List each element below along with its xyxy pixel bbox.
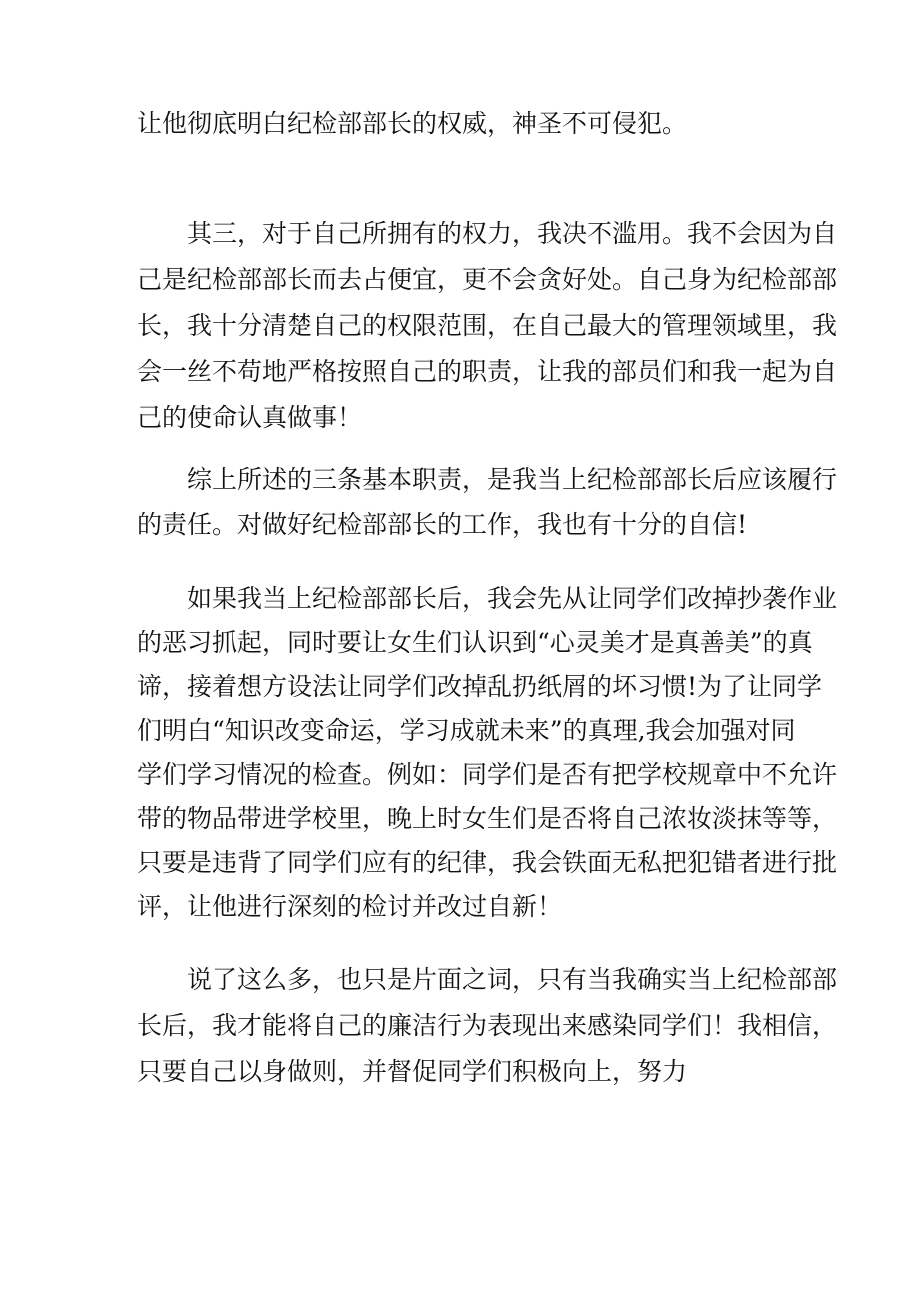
text-line: 其三，对于自己所拥有的权力，我决不滥用。我不会因为自 — [187, 219, 838, 248]
text-line: 让他彻底明白纪检部部长的权威，神圣不可侵犯。 — [137, 109, 688, 138]
text-line: 说了这么多，也只是片面之词，只有当我确实当上纪检部部 — [187, 965, 838, 994]
text-line: 们明白“知识改变命运，学习成就未来”的真理,我会加强对同 — [137, 716, 796, 745]
text-line: 如果我当上纪检部部长后，我会先从让同学们改掉抄袭作业 — [187, 584, 838, 613]
text-line: 的恶习抓起，同时要让女生们认识到“心灵美才是真善美”的真 — [137, 628, 813, 657]
text-line: 带的物品带进学校里，晚上时女生们是否将自己浓妆淡抹等等， — [137, 804, 838, 833]
text-line: 己的使命认真做事！ — [137, 403, 363, 432]
text-line: 长，我十分清楚自己的权限范围，在自己最大的管理领域里，我 — [137, 311, 838, 340]
text-line: 长后，我才能将自己的廉洁行为表现出来感染同学们！我相信， — [137, 1011, 838, 1040]
text-line: 只要自己以身做则，并督促同学们积极向上，努力 — [137, 1057, 688, 1086]
text-line: 评，让他进行深刻的检讨并改过自新！ — [137, 892, 563, 921]
text-line: 会一丝不苟地严格按照自己的职责，让我的部员们和我一起为自 — [137, 357, 838, 386]
text-line: 谛，接着想方设法让同学们改掉乱扔纸屑的坏习惯!为了让同学 — [137, 672, 823, 701]
text-line: 只要是违背了同学们应有的纪律，我会铁面无私把犯错者进行批 — [137, 848, 838, 877]
text-line: 的责任。对做好纪检部部长的工作，我也有十分的自信! — [137, 510, 748, 539]
text-line: 综上所述的三条基本职责，是我当上纪检部部长后应该履行 — [187, 465, 838, 494]
text-line: 己是纪检部部长而去占便宜，更不会贪好处。自己身为纪检部部 — [137, 265, 838, 294]
text-line: 学们学习情况的检查。例如：同学们是否有把学校规章中不允许 — [137, 760, 838, 789]
